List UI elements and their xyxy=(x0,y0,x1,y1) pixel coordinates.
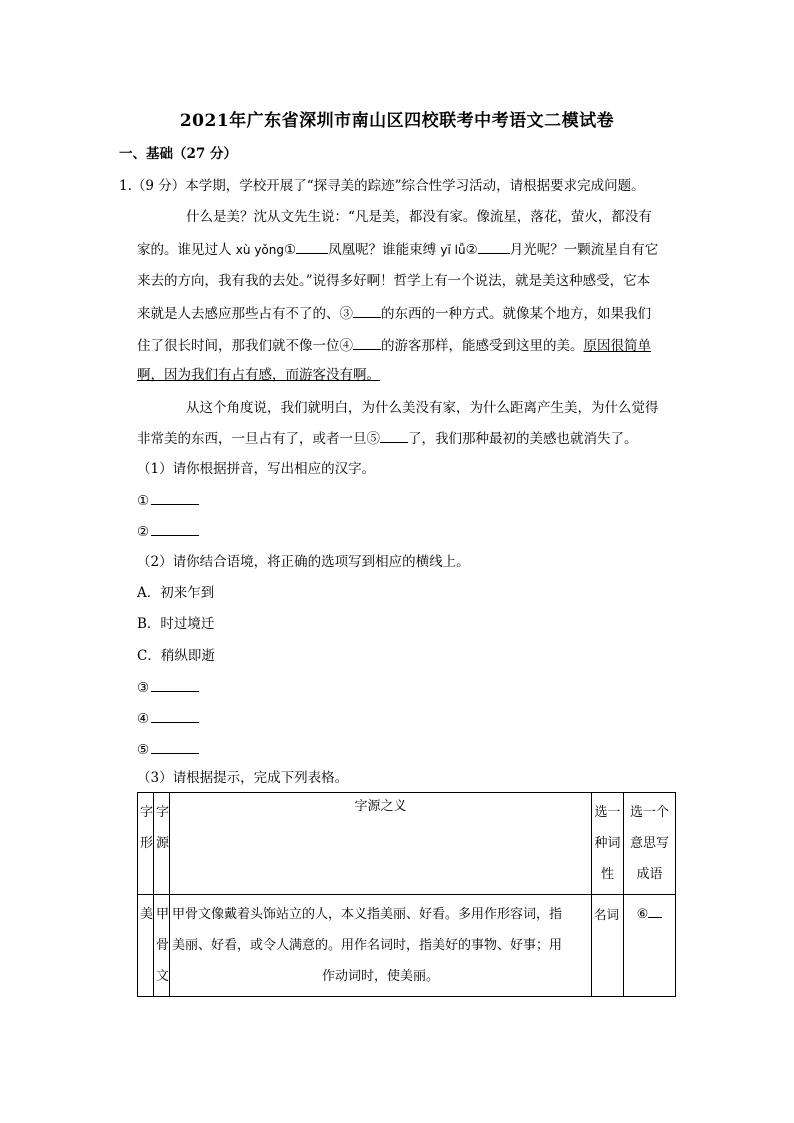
passage-line-7: 从这个角度说，我们就明白，为什么美没有家，为什么距离产生美，为什么觉得 xyxy=(186,400,659,416)
page-title: 2021年广东省深圳市南山区四校联考中考语文二模试卷 xyxy=(179,111,615,131)
text-span: 了，我们那种最初的美感也就消失了。 xyxy=(408,431,638,447)
meaning-line-1: 甲骨文像戴着头饰站立的人，本义指美丽、好看。多用作形容词，指 xyxy=(172,907,563,922)
passage-line-5 xyxy=(137,335,651,356)
answer-line-5 xyxy=(137,739,199,760)
table-row xyxy=(138,895,676,997)
text-span: 家的。谁见过人 xyxy=(137,242,236,258)
answer-line-3 xyxy=(137,677,199,698)
answer-marker-5: ⑤ xyxy=(137,742,150,758)
text-span: 来就是人去感应那些占有不了的、 xyxy=(137,306,340,322)
cell-ziyuan: 甲骨文 xyxy=(154,895,170,997)
cell-meaning xyxy=(170,895,592,997)
answer-blank-1[interactable] xyxy=(151,490,199,505)
marker-1: ① xyxy=(283,242,297,258)
option-a: A．初来乍到 xyxy=(137,585,215,601)
text-span: 的游客那样，能感受到这里的美。 xyxy=(381,338,584,354)
marker-4: ④ xyxy=(339,338,353,354)
blank-5[interactable] xyxy=(380,428,408,443)
section-heading: 一、基础（27 分） xyxy=(119,146,237,162)
answer-line-1 xyxy=(137,490,199,511)
answer-marker-2: ② xyxy=(137,524,150,540)
passage-line-2 xyxy=(137,239,658,260)
question-intro: 1.（9 分）本学期，学校开展了“探寻美的踪迹”综合性学习活动，请根据要求完成问题。 xyxy=(119,178,645,194)
answer-line-2 xyxy=(137,521,199,542)
marker-3: ③ xyxy=(339,306,353,322)
subquestion-3: （3）请根据提示，完成下列表格。 xyxy=(137,770,349,786)
cell-zixing: 美 xyxy=(138,895,154,997)
subquestion-1: （1）请你根据拼音，写出相应的汉字。 xyxy=(137,461,376,477)
passage-line-3: 来去的方向，我有我的去处。”说得多好啊！哲学上有一个说法，就是美这种感受，它本 xyxy=(137,273,651,289)
cell-chengyu xyxy=(624,895,676,997)
answer-blank-2[interactable] xyxy=(151,521,199,536)
text-span: 月光呢？一颗流星自有它 xyxy=(509,242,659,258)
table-header-row xyxy=(138,793,676,895)
marker-2: ② xyxy=(465,242,478,258)
pinyin-2: yī lǚ xyxy=(440,243,466,257)
answer-marker-4: ④ xyxy=(137,711,150,727)
subquestion-2: （2）请你结合语境，将正确的选项写到相应的横线上。 xyxy=(137,554,470,570)
answer-marker-1: ① xyxy=(137,493,150,509)
passage-line-1: 什么是美？沈从文先生说：“凡是美，都没有家。像流星，落花，萤火，都没有 xyxy=(186,209,652,225)
meaning-line-3: 作动词时，使美丽。 xyxy=(321,969,439,984)
text-span: 非常美的东西，一旦占有了，或者一旦 xyxy=(137,431,367,447)
blank-4[interactable] xyxy=(353,335,381,350)
passage-line-4 xyxy=(137,303,651,324)
answer-line-4 xyxy=(137,708,199,729)
blank-1[interactable] xyxy=(296,239,328,254)
header-meaning: 字源之义 xyxy=(170,793,592,895)
answer-blank-5[interactable] xyxy=(151,739,199,754)
answer-blank-6[interactable] xyxy=(648,903,662,918)
answer-marker-6: ⑥ xyxy=(636,907,649,922)
text-span: 凤凰呢？谁能束缚 xyxy=(328,242,441,258)
header-chengyu: 选一个意思写成语 xyxy=(624,793,676,895)
header-zixing: 字形 xyxy=(138,793,154,895)
answer-marker-3: ③ xyxy=(137,680,150,696)
header-ziyuan: 字源 xyxy=(154,793,170,895)
meaning-line-2: 美丽、好看，或令人满意的。用作名词时，指美好的事物、好事；用 xyxy=(172,938,563,953)
header-cixing: 选一种词性 xyxy=(592,793,624,895)
text-span: 住了很长时间，那我们就不像一位 xyxy=(137,338,340,354)
blank-2[interactable] xyxy=(478,239,510,254)
character-table xyxy=(137,792,676,997)
answer-blank-4[interactable] xyxy=(151,708,199,723)
answer-blank-3[interactable] xyxy=(151,677,199,692)
blank-3[interactable] xyxy=(353,303,381,318)
option-b: B．时过境迁 xyxy=(137,616,215,632)
text-span: 的东西的一种方式。就像某个地方，如果我们 xyxy=(381,306,651,322)
option-c: C．稍纵即逝 xyxy=(137,648,215,664)
passage-line-8 xyxy=(137,428,638,449)
marker-5: ⑤ xyxy=(366,431,380,447)
underlined-sentence-cont: 啊，因为我们有占有感，而游客没有啊。 xyxy=(137,367,380,383)
underlined-sentence: 原因很简单 xyxy=(583,338,651,354)
cell-cixing: 名词 xyxy=(592,895,624,997)
pinyin-1: xù yǒng xyxy=(235,243,284,257)
